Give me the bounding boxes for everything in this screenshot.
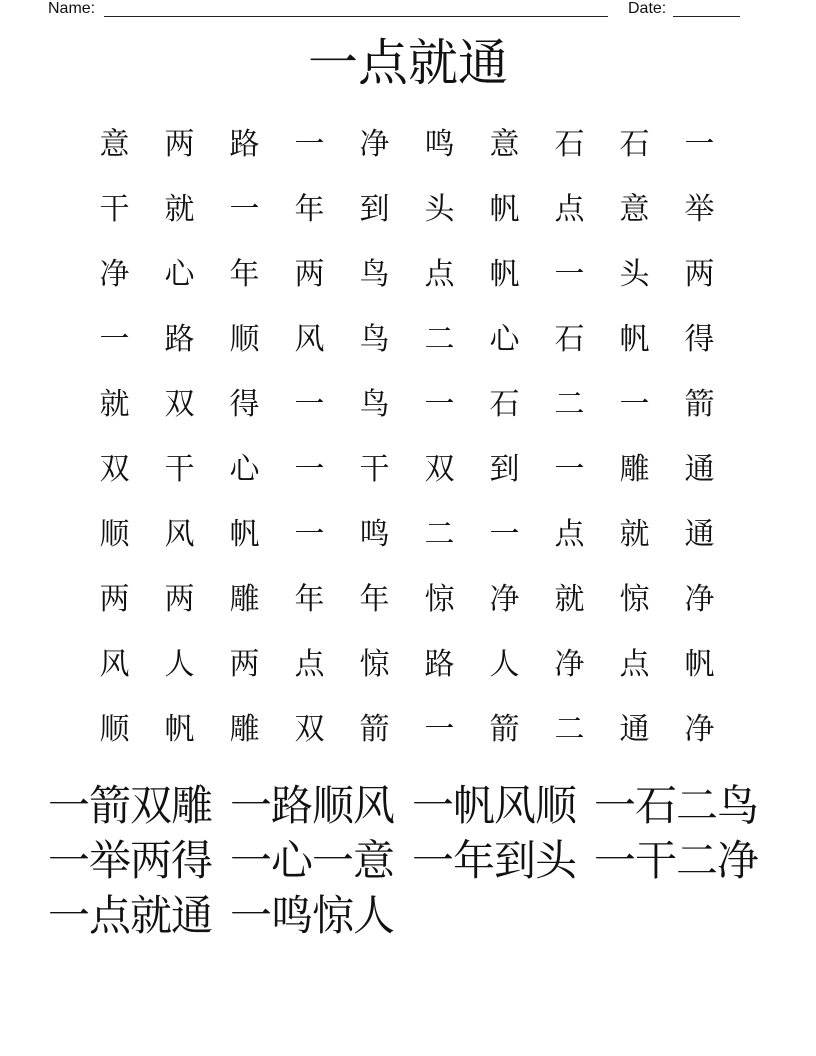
grid-cell[interactable]: 一 — [294, 126, 325, 162]
grid-cell[interactable]: 点 — [619, 646, 650, 682]
grid-cell[interactable]: 帆 — [619, 321, 650, 357]
grid-cell[interactable]: 二 — [424, 321, 455, 357]
grid-cell[interactable]: 头 — [619, 256, 650, 292]
date-field-line[interactable] — [673, 0, 740, 17]
word-bank-item: 一心一意 — [230, 836, 395, 885]
grid-cell[interactable]: 就 — [164, 191, 195, 227]
grid-cell[interactable]: 两 — [229, 646, 260, 682]
grid-cell[interactable]: 双 — [294, 711, 325, 747]
grid-cell[interactable]: 双 — [99, 451, 130, 487]
word-bank-line — [48, 833, 788, 888]
grid-row — [82, 177, 732, 242]
grid-cell[interactable]: 双 — [164, 386, 195, 422]
grid-cell[interactable]: 一 — [619, 386, 650, 422]
grid-cell[interactable]: 一 — [99, 321, 130, 357]
grid-cell[interactable]: 帆 — [229, 516, 260, 552]
grid-cell[interactable]: 得 — [684, 321, 715, 357]
grid-cell[interactable]: 惊 — [359, 646, 390, 682]
word-bank-item: 一帆风顺 — [412, 781, 577, 830]
grid-cell[interactable]: 顺 — [99, 516, 130, 552]
grid-row — [82, 632, 732, 697]
grid-cell[interactable]: 路 — [424, 646, 455, 682]
grid-cell[interactable]: 一 — [424, 711, 455, 747]
grid-cell[interactable]: 就 — [554, 581, 585, 617]
grid-cell[interactable]: 箭 — [359, 711, 390, 747]
grid-cell[interactable]: 石 — [489, 386, 520, 422]
grid-cell[interactable]: 顺 — [99, 711, 130, 747]
grid-cell[interactable]: 到 — [359, 191, 390, 227]
word-bank-item: 一点就通 — [48, 891, 213, 940]
word-bank-item: 一路顺风 — [230, 781, 395, 830]
grid-cell[interactable]: 年 — [359, 581, 390, 617]
grid-cell[interactable]: 一 — [424, 386, 455, 422]
grid-cell[interactable]: 点 — [294, 646, 325, 682]
grid-cell[interactable]: 风 — [99, 646, 130, 682]
grid-cell[interactable]: 得 — [229, 386, 260, 422]
grid-cell[interactable]: 雕 — [619, 451, 650, 487]
grid-cell[interactable]: 石 — [554, 321, 585, 357]
grid-cell[interactable]: 就 — [619, 516, 650, 552]
grid-cell[interactable]: 两 — [684, 256, 715, 292]
grid-cell[interactable]: 鸟 — [359, 386, 390, 422]
grid-cell[interactable]: 雕 — [229, 581, 260, 617]
grid-cell[interactable]: 人 — [164, 646, 195, 682]
grid-cell[interactable]: 一 — [684, 126, 715, 162]
grid-cell[interactable]: 鸟 — [359, 321, 390, 357]
name-label: Name: — [48, 0, 96, 17]
word-bank-item: 一干二净 — [594, 836, 759, 885]
grid-cell[interactable]: 心 — [164, 256, 195, 292]
word-bank-item: 一箭双雕 — [48, 781, 213, 830]
grid-cell[interactable]: 石 — [619, 126, 650, 162]
grid-cell[interactable]: 心 — [489, 321, 520, 357]
grid-row — [82, 437, 732, 502]
grid-cell[interactable]: 顺 — [229, 321, 260, 357]
grid-cell[interactable]: 鸟 — [359, 256, 390, 292]
grid-row — [82, 372, 732, 437]
grid-cell[interactable]: 点 — [554, 191, 585, 227]
worksheet-header — [0, 0, 816, 20]
grid-cell[interactable]: 惊 — [619, 581, 650, 617]
word-bank-item: 一举两得 — [48, 836, 213, 885]
grid-cell[interactable]: 一 — [229, 191, 260, 227]
grid-cell[interactable]: 一 — [554, 256, 585, 292]
grid-cell[interactable]: 净 — [684, 711, 715, 747]
grid-cell[interactable]: 惊 — [424, 581, 455, 617]
grid-row — [82, 242, 732, 307]
grid-cell[interactable]: 年 — [229, 256, 260, 292]
page-title: 一点就通 — [308, 34, 508, 92]
grid-row — [82, 567, 732, 632]
grid-cell[interactable]: 举 — [684, 191, 715, 227]
grid-cell[interactable]: 两 — [294, 256, 325, 292]
word-bank-item: 一年到头 — [412, 836, 577, 885]
date-label: Date: — [628, 0, 667, 17]
name-field-line[interactable] — [104, 0, 608, 17]
grid-cell[interactable]: 二 — [424, 516, 455, 552]
grid-cell[interactable]: 干 — [164, 451, 195, 487]
grid-cell[interactable]: 一 — [294, 386, 325, 422]
grid-cell[interactable]: 一 — [294, 451, 325, 487]
grid-cell[interactable]: 二 — [554, 711, 585, 747]
grid-cell[interactable]: 两 — [99, 581, 130, 617]
grid-cell[interactable]: 帆 — [489, 191, 520, 227]
grid-cell[interactable]: 头 — [424, 191, 455, 227]
grid-cell[interactable]: 箭 — [489, 711, 520, 747]
grid-cell[interactable]: 净 — [554, 646, 585, 682]
grid-cell[interactable]: 帆 — [489, 256, 520, 292]
word-bank-line — [48, 888, 788, 943]
grid-cell[interactable]: 风 — [164, 516, 195, 552]
grid-cell[interactable]: 通 — [619, 711, 650, 747]
grid-cell[interactable]: 一 — [554, 451, 585, 487]
grid-cell[interactable]: 净 — [684, 581, 715, 617]
grid-cell[interactable]: 点 — [424, 256, 455, 292]
grid-cell[interactable]: 就 — [99, 386, 130, 422]
grid-row — [82, 307, 732, 372]
grid-cell[interactable]: 点 — [554, 516, 585, 552]
grid-cell[interactable]: 鸣 — [359, 516, 390, 552]
word-bank-line — [48, 778, 788, 833]
word-bank-item: 一鸣惊人 — [230, 891, 395, 940]
word-search-grid — [82, 112, 732, 762]
grid-cell[interactable]: 意 — [99, 126, 130, 162]
grid-cell[interactable]: 双 — [424, 451, 455, 487]
grid-cell[interactable]: 雕 — [229, 711, 260, 747]
grid-cell[interactable]: 干 — [359, 451, 390, 487]
grid-cell[interactable]: 意 — [619, 191, 650, 227]
grid-cell[interactable]: 二 — [554, 386, 585, 422]
grid-cell[interactable]: 年 — [294, 581, 325, 617]
grid-row — [82, 502, 732, 567]
grid-cell[interactable]: 到 — [489, 451, 520, 487]
grid-cell[interactable]: 一 — [294, 516, 325, 552]
grid-cell[interactable]: 帆 — [684, 646, 715, 682]
grid-cell[interactable]: 帆 — [164, 711, 195, 747]
grid-cell[interactable]: 两 — [164, 126, 195, 162]
grid-cell[interactable]: 心 — [229, 451, 260, 487]
grid-cell[interactable]: 两 — [164, 581, 195, 617]
grid-cell[interactable]: 干 — [99, 191, 130, 227]
grid-cell[interactable]: 一 — [489, 516, 520, 552]
grid-cell[interactable]: 年 — [294, 191, 325, 227]
grid-cell[interactable]: 鸣 — [424, 126, 455, 162]
grid-cell[interactable]: 净 — [99, 256, 130, 292]
grid-row — [82, 697, 732, 762]
grid-cell[interactable]: 意 — [489, 126, 520, 162]
grid-cell[interactable]: 路 — [164, 321, 195, 357]
word-bank — [48, 778, 788, 943]
grid-cell[interactable]: 人 — [489, 646, 520, 682]
grid-row — [82, 112, 732, 177]
grid-cell[interactable]: 通 — [684, 451, 715, 487]
grid-cell[interactable]: 风 — [294, 321, 325, 357]
grid-cell[interactable]: 通 — [684, 516, 715, 552]
grid-cell[interactable]: 净 — [359, 126, 390, 162]
grid-cell[interactable]: 石 — [554, 126, 585, 162]
grid-cell[interactable]: 净 — [489, 581, 520, 617]
grid-cell[interactable]: 箭 — [684, 386, 715, 422]
grid-cell[interactable]: 路 — [229, 126, 260, 162]
word-bank-item: 一石二鸟 — [594, 781, 759, 830]
